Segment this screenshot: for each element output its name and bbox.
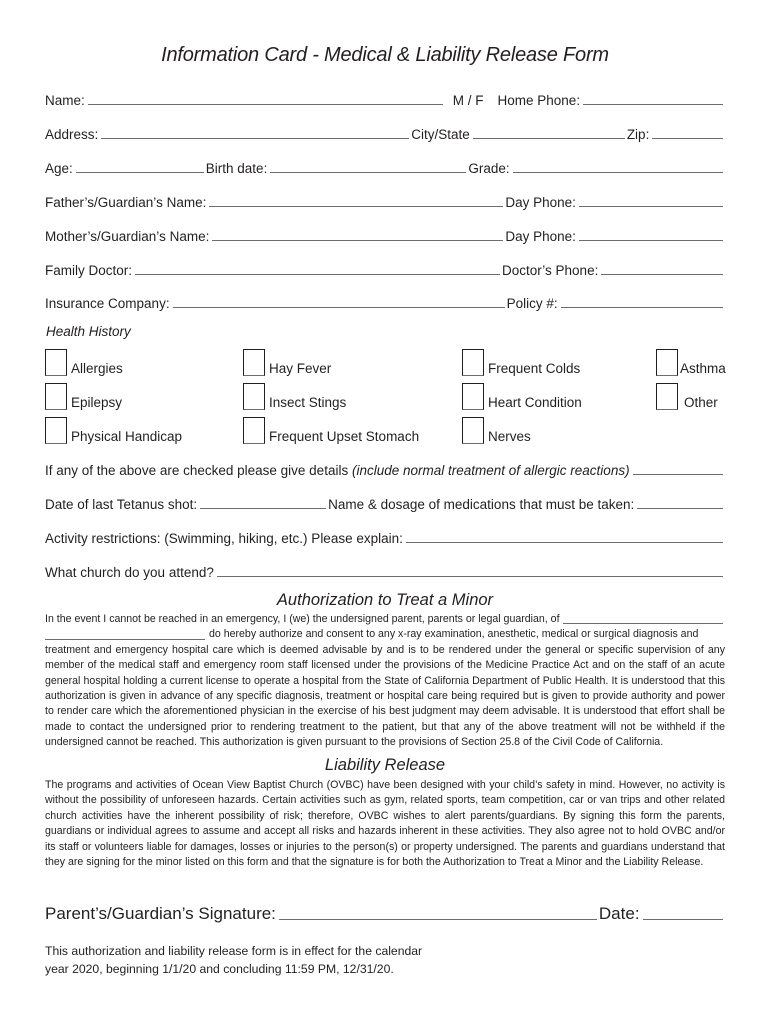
mother-day-phone-label: Day Phone: [505, 229, 576, 244]
form-title: Information Card - Medical & Liability Release Form [161, 44, 609, 66]
father-day-phone-field[interactable] [579, 206, 723, 207]
tetanus-field[interactable] [200, 508, 326, 509]
checkbox-label: Epilepsy [71, 395, 123, 410]
church-row [45, 560, 725, 580]
checkbox-label: Nerves [488, 429, 531, 444]
insurance-row [45, 291, 725, 311]
home-phone-label: Home Phone: [497, 93, 581, 108]
details-note: (include normal treatment of allergic reactions) [351, 463, 630, 478]
family-doctor-label: Family Doctor: [45, 263, 133, 278]
checkbox-box[interactable] [45, 383, 67, 410]
authorization-heading: Authorization to Treat a Minor [276, 591, 494, 609]
signature-row [45, 900, 725, 924]
checkbox-label: Other [684, 395, 718, 410]
authorization-line-1 [45, 612, 725, 627]
authorization-line-2-text: do hereby authorize and consent to any x-ray examination, anesthetic, medical or surgical diagnosis and [209, 628, 699, 641]
signature-date-field[interactable] [643, 919, 723, 920]
address-row [45, 122, 725, 142]
checkbox-box[interactable] [243, 417, 265, 444]
details-label: If any of the above are checked please give details [45, 463, 352, 478]
validity-line-2: year 2020, beginning 1/1/20 and concluding 11:59 PM, 12/31/20. [45, 962, 394, 976]
sex-label[interactable]: M / F [452, 93, 484, 108]
church-field[interactable] [217, 576, 723, 577]
name-field[interactable] [88, 104, 443, 105]
checkbox-box[interactable] [243, 383, 265, 410]
medications-label: Name & dosage of medications that must be taken: [328, 497, 635, 512]
father-name-label: Father’s/Guardian’s Name: [45, 195, 207, 210]
grade-label: Grade: [468, 161, 510, 176]
mother-day-phone-field[interactable] [579, 240, 723, 241]
checkbox-box[interactable] [656, 383, 678, 410]
birth-date-label: Birth date: [205, 161, 268, 176]
checkbox-box[interactable] [462, 349, 484, 376]
checkbox-label: Insect Stings [269, 395, 347, 410]
city-state-label: City/State [411, 127, 470, 142]
doctor-row [45, 258, 725, 278]
minor-name-field-cont[interactable] [45, 639, 205, 640]
mother-name-label: Mother’s/Guardian’s Name: [45, 229, 210, 244]
doctor-phone-label: Doctor’s Phone: [502, 263, 599, 278]
church-label: What church do you attend? [45, 565, 214, 580]
name-row [45, 88, 725, 108]
signature-field[interactable] [279, 919, 597, 920]
tetanus-row [45, 492, 725, 512]
doctor-phone-field[interactable] [601, 274, 723, 275]
details-row [45, 458, 725, 478]
checkbox-label: Hay Fever [269, 361, 332, 376]
insurance-label: Insurance Company: [45, 296, 170, 311]
validity-line-1: This authorization and liability release form is in effect for the calendar [45, 944, 423, 958]
hay-fever-checkbox[interactable] [243, 346, 331, 376]
checkbox-box[interactable] [45, 417, 67, 444]
zip-field[interactable] [652, 138, 723, 139]
checkbox-label: Asthma [680, 361, 726, 376]
authorization-line-1-text: In the event I cannot be reached in an emergency, I (we) the undersigned parent, parents or legal guardian, of [45, 612, 560, 625]
asthma-checkbox[interactable] [656, 346, 726, 376]
checkbox-box[interactable] [243, 349, 265, 376]
minor-name-field[interactable] [563, 623, 723, 624]
frequent-colds-checkbox[interactable] [462, 346, 580, 376]
upset-stomach-checkbox[interactable] [243, 414, 419, 444]
policy-label: Policy #: [506, 296, 558, 311]
father-day-phone-label: Day Phone: [505, 195, 576, 210]
age-row [45, 156, 725, 176]
checkbox-box[interactable] [656, 349, 678, 376]
heart-condition-checkbox[interactable] [462, 380, 582, 410]
signature-date-label: Date: [598, 904, 640, 923]
authorization-body: treatment and emergency hospital care which is deemed advisable by and is to be rendered under the general or specific supervision of any member of the medical staff and emergency room staff licensed under the provisions of the Medicine Practice Act and on the staff of an acute general hospital holding a current license to operate a hospital from the State of California Department of Public Health. It is understood that this authorization is given in advance of any specific diagnosis, treatment or hospital care being required but is given to provide authority and power to render care which the aforementioned physician in the exercise of his best judgment may deem advisable. It is understood that effort shall be made to contact the undersigned prior to rendering treatment to the patient, but that any of the above treatment will not be withheld if the undersigned cannot be reached. This authorization is given pursuant to the provisions of Section 25.8 of the Civil Code of California. [45, 643, 725, 749]
activity-row [45, 526, 725, 546]
insurance-field[interactable] [173, 307, 505, 308]
authorization-text [45, 612, 725, 751]
checkbox-box[interactable] [45, 349, 67, 376]
age-label: Age: [45, 161, 73, 176]
birth-date-field[interactable] [270, 172, 466, 173]
checkbox-box[interactable] [462, 383, 484, 410]
checkbox-box[interactable] [462, 417, 484, 444]
mother-name-field[interactable] [212, 240, 503, 241]
zip-label: Zip: [626, 127, 650, 142]
epilepsy-checkbox[interactable] [45, 380, 122, 410]
address-field[interactable] [101, 138, 409, 139]
insect-stings-checkbox[interactable] [243, 380, 346, 410]
checkbox-label: Heart Condition [488, 395, 582, 410]
activity-field[interactable] [406, 542, 723, 543]
father-row [45, 190, 725, 210]
city-state-field[interactable] [473, 138, 625, 139]
name-label: Name: [45, 93, 85, 108]
checkbox-label: Frequent Colds [488, 361, 581, 376]
authorization-line-2 [45, 627, 725, 642]
policy-field[interactable] [561, 307, 723, 308]
medications-field[interactable] [637, 508, 723, 509]
checkbox-label: Physical Handicap [71, 429, 183, 444]
family-doctor-field[interactable] [135, 274, 500, 275]
activity-label: Activity restrictions: (Swimming, hiking, etc.) Please explain: [45, 531, 403, 546]
age-field[interactable] [76, 172, 204, 173]
home-phone-field[interactable] [583, 104, 723, 105]
other-checkbox[interactable] [656, 380, 718, 410]
mother-row [45, 224, 725, 244]
validity-note [45, 942, 465, 978]
father-name-field[interactable] [209, 206, 503, 207]
allergies-checkbox[interactable] [45, 346, 123, 376]
signature-label: Parent’s/Guardian’s Signature: [45, 904, 276, 923]
details-field[interactable] [633, 474, 723, 475]
tetanus-label: Date of last Tetanus shot: [45, 497, 198, 512]
checkbox-label: Frequent Upset Stomach [269, 429, 420, 444]
health-history-heading: Health History [46, 324, 131, 339]
nerves-checkbox[interactable] [462, 414, 531, 444]
liability-heading: Liability Release [324, 756, 446, 774]
liability-text: The programs and activities of Ocean View Baptist Church (OVBC) have been designed with your child’s safety in mind. However, no activity is without the possibility of unforeseen hazards. Certain activities such as gym, related sports, team competition, car or van trips and other related church activities have the inherent possibility of risk; therefore, OVBC wishes to alert parents/guardians. By signing this form the parents, guardians or individual agrees to assume and accept all risks and hazards inherent in these activities. They also agree not to hold OVBC and/or its staff or volunteers liable for damages, losses or injuries to the person(s) or property undersigned. The parents and guardians understand that they are signing for the minor listed on this form and that the signature is for both the Authorization to Treat a Minor and the Liability Release. [45, 779, 725, 869]
physical-handicap-checkbox[interactable] [45, 414, 182, 444]
checkbox-label: Allergies [71, 361, 123, 376]
address-label: Address: [45, 127, 99, 142]
grade-field[interactable] [513, 172, 723, 173]
